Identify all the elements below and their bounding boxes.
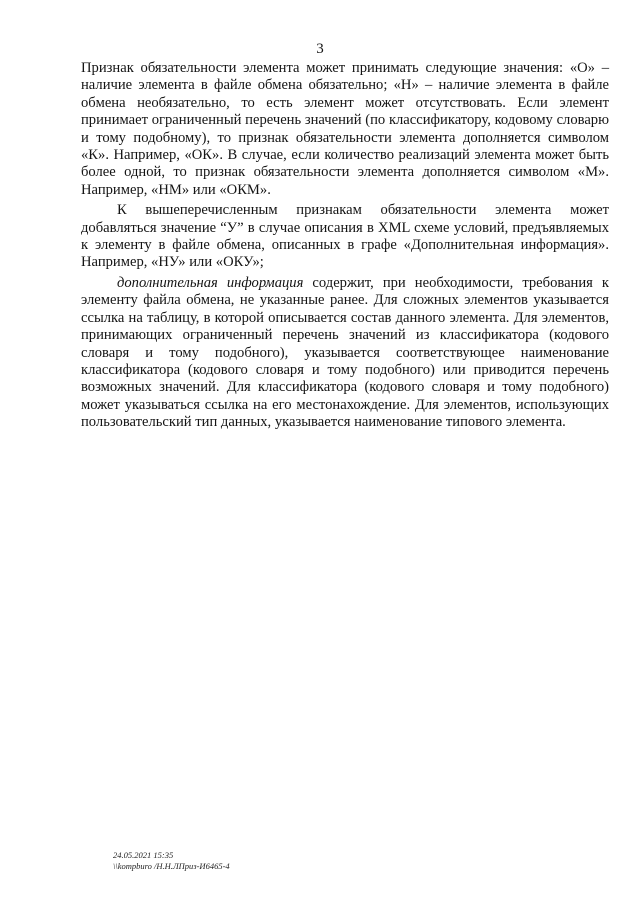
page-number: 3: [316, 41, 324, 57]
footer-timestamp: 24.05.2021 15:35: [113, 850, 174, 860]
document-footer: [113, 850, 230, 872]
paragraph-additional-info: [81, 275, 609, 432]
paragraph-additional-info-text: содержит, при необходимости, требования к элементу файла обмена, не указанные ранее. Для сложных элементов указывается ссылка на таблицу, в которой описывается состав данного элемента. Для элементов, принимающих ограниченный перечень значений из классификатора (кодового словаря и тому подобного), указывается соответствующее наименование классификатора (кодового словаря и тому подобного) или приводится перечень возможных значений. Для классификатора (кодового словаря и тому подобного) может указываться ссылка на его местонахождение. Для элементов, использующих пользовательский тип данных, указывается наименование типового элемента.: [81, 274, 610, 431]
paragraph-condition-sign: К вышеперечисленным признакам обязательности элемента может добавляться значение “У” в случае описания в XML схеме условий, предъявляемых к элементу в файле обмена, описанных в графе «Дополнительная информация». Например, «НУ» или «ОКУ»;: [81, 202, 609, 271]
document-body: [81, 60, 609, 432]
paragraph-obligation-sign: Признак обязательности элемента может принимать следующие значения: «О» – наличие элемента в файле обмена обязательно; «Н» – наличие элемента в файле обмена необязательно, то есть элемент может отсутствовать. Если элемент принимает ограниченный перечень значений (по классификатору, кодовому словарю и тому подобному), то признак обязательности элемента дополняется символом «К». Например, «ОК». В случае, если количество реализаций элемента может быть более одной, то признак обязательности элемента дополняется символом «М». Например, «НМ» или «ОКМ».: [81, 60, 609, 198]
footer-file-path: \\kompburo /Н.Н.ЛПриз-И6465-4: [113, 861, 230, 871]
term-additional-info: дополнительная информация: [117, 274, 304, 291]
